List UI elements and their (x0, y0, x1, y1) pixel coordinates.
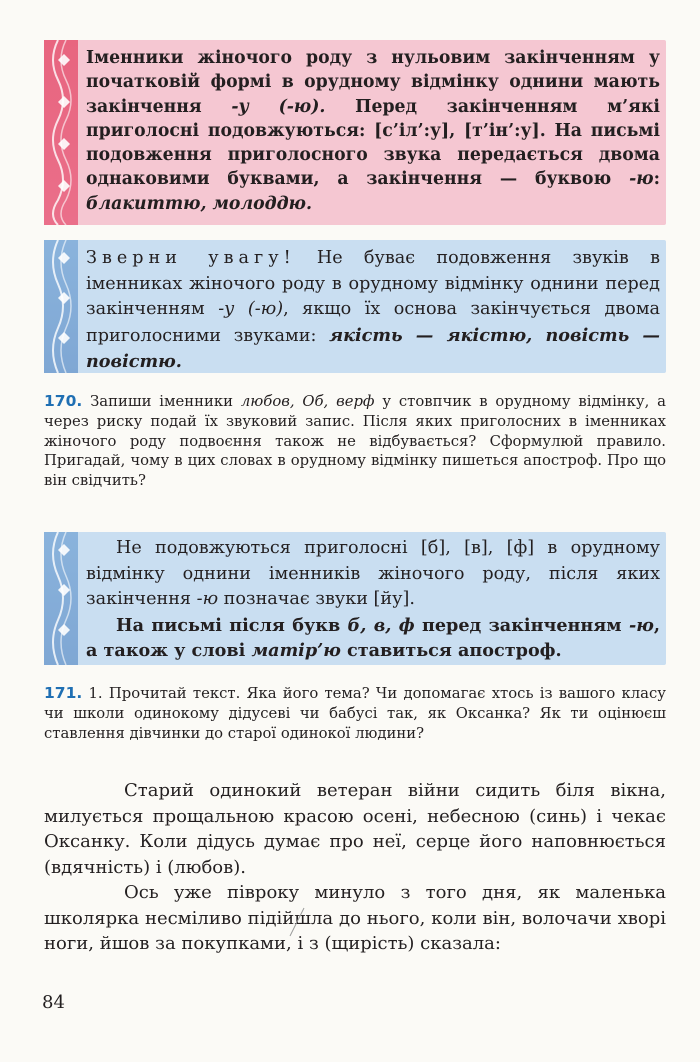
rule-box-blue-apostrophe (44, 532, 666, 665)
exercise-number: 170. (44, 392, 83, 410)
diamond-ribbon-icon (44, 532, 78, 665)
rule-2-ending: -у (-ю) (218, 299, 284, 319)
rule-2-text (86, 246, 660, 376)
story-paragraph-2: Ось уже півроку минуло з того дня, як маленька школярка несміливо підійшла до нього, коли він, волочачи хворі ноги, йшов за покупками, і з (щирість) сказала: (44, 882, 666, 954)
decorative-ribbon (44, 532, 78, 665)
rule-1-colon: : (653, 169, 660, 190)
exercise-170 (44, 392, 666, 491)
rule-2-examples: якість — якістю, повість — повістю. (86, 324, 660, 372)
rule-3-text2: позначає звуки [йу]. (218, 589, 415, 609)
rule-3-bold2: перед закінченням (414, 614, 629, 636)
rule-2-text2: , якщо їх основа закінчується двома приголосними звуками: (86, 299, 660, 346)
attention-heading: Зверни увагу! (86, 248, 296, 268)
story-text (44, 778, 666, 957)
rule-1-ending: -у (-ю). (231, 96, 326, 117)
rule-box-pink (44, 40, 666, 225)
rule-1-examples: блакиттю, молоддю. (86, 193, 312, 214)
pencil-mark-icon (282, 900, 322, 940)
exercise-170-text1: Запиши іменники (82, 393, 241, 410)
rule-3-letters: б, в, ф (347, 614, 415, 636)
story-paragraph-1: Старий одинокий ветеран війни сидить біля вікна, милується прощальною красою осені, небесною (синь) і чекає Оксанку. Коли дідусь думає про неї, серце його наповнюється (вдячність) і (любов). (44, 780, 666, 878)
rule-3-text1: Не подовжуються приголосні [б], [в], [ф] в орудному відмінку однини іменників жіночого роду, після яких закінчення (86, 538, 660, 609)
diamond-ribbon-icon (44, 240, 78, 373)
rule-3-ending: -ю (196, 589, 219, 609)
rule-1-text (86, 46, 660, 216)
rule-3-ending2: -ю (628, 614, 654, 636)
rule-3-bold1: На письмі після букв (116, 614, 348, 636)
diamond-ribbon-icon (44, 40, 78, 225)
exercise-170-text2: у стовпчик в орудному відмінку, а через риску подай їх звуковий запис. Після яких приголосних в іменниках жіночого роду подвоєння також не відбувається? Сформулюй правило. Пригадай, чому в цих словах в орудному відмінку пишеться апостроф. Про що він свідчить? (44, 393, 666, 490)
rule-3-bold4: ставиться апостроф. (340, 640, 562, 661)
rule-3-text (86, 536, 660, 664)
exercise-number: 171. (44, 684, 83, 702)
rule-1-line2: Перед закінченням м’які приголосні подовжуються: [с’іл’:у], [т’ін’:у]. На письмі подовження приголосного звука передається двома однаковими буквами, а закінчення — буквою (86, 96, 660, 190)
rule-1-ending2: -ю (629, 169, 654, 190)
rule-box-blue-attention (44, 240, 666, 373)
exercise-171-text: 1. Прочитай текст. Яка його тема? Чи допомагає хтось із вашого класу чи школи одинокому дідусеві чи бабусі так, як Оксанка? Як ти оцінюєш ставлення дівчинки до старої одинокої людини? (44, 685, 666, 742)
exercise-171 (44, 684, 666, 743)
decorative-ribbon (44, 240, 78, 373)
page-number: 84 (42, 992, 65, 1013)
decorative-ribbon (44, 40, 78, 225)
rule-2-text1: Не буває подовження звуків в іменниках жіночого роду в орудному відмінку однини перед закінченням (86, 248, 660, 319)
rule-3-bold3: , а також у слові (86, 614, 660, 661)
rule-3-word: матір’ю (251, 640, 341, 661)
exercise-170-words: любов, Об, верф (240, 393, 375, 410)
rule-1-line1: Іменники жіночого роду з нульовим закінченням у початковій формі в орудному відмінку однини мають закінчення (86, 48, 660, 117)
